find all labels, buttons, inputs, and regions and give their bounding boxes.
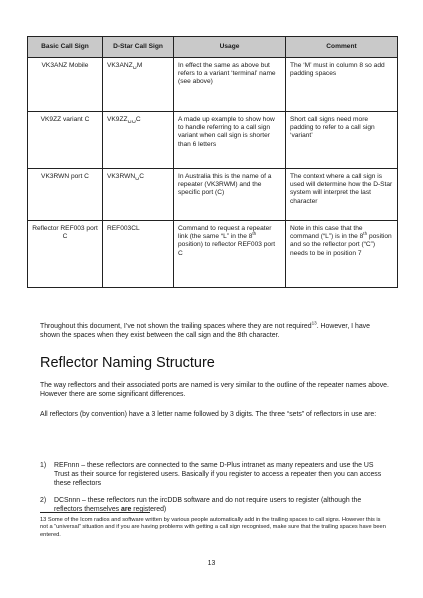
comment-text: position and so the reflector port (“C”) needs to be in position 7 [290, 233, 392, 257]
cell-basic: VK3ANZ Mobile [28, 58, 103, 112]
cell-dstar: VK3ANZ␣M [103, 58, 174, 112]
cell-usage [174, 221, 286, 288]
cell-dstar: VK9ZZ␣␣C [103, 112, 174, 169]
call-sign-table [27, 36, 398, 288]
ordinal-suffix: th [363, 231, 368, 237]
list-number: 1) [40, 462, 47, 469]
list-item-text: REFnnn – these reflectors are connected to the same D-Plus intranet as many repeaters and use the US Trust as their source for registered users. Basically if you register to access a repeater then you can access these reflectors [54, 462, 382, 487]
list-item [40, 461, 385, 488]
footnote-13: 13 Some of the Icom radios and software written by various people automatically add in the trailing spaces to call signs. However this is not a “universal” situation and if you are having problems with getting a call sign recognised, make sure that the trailing spaces have been entered. [40, 517, 386, 538]
table-row [28, 58, 398, 112]
list-item-text: registered) [131, 506, 167, 513]
header-dstar-call-sign: D-Star Call Sign [103, 37, 174, 58]
footnote-ref-link[interactable]: 13 [311, 320, 317, 326]
cell-basic: VK9ZZ variant C [28, 112, 103, 169]
table-row [28, 221, 398, 288]
cell-dstar: VK3RWN␣C [103, 169, 174, 221]
paragraph-trailing-spaces [40, 322, 390, 340]
footnote-divider [40, 512, 150, 513]
section-title: Reflector Naming Structure [40, 355, 215, 371]
comment-text: Note in this case that the command (“L”) is in the 8 [290, 225, 364, 241]
list-item-emphasis: are [121, 506, 132, 513]
ordinal-suffix: th [252, 231, 257, 237]
cell-dstar: REF003CL [103, 221, 174, 288]
paragraph-text: . However, I have shown the spaces when they exist between the call sign and the 8th character. [40, 323, 370, 339]
cell-comment [286, 221, 398, 288]
paragraph-text: Throughout this document, I’ve not shown the trailing spaces where they are not required [40, 323, 312, 330]
table-row [28, 112, 398, 169]
cell-usage: In effect the same as above but refers to a variant ‘terminal’ name (see above) [174, 58, 286, 112]
header-basic-call-sign: Basic Call Sign [28, 37, 103, 58]
usage-text: Command to request a repeater link (the same “L” in the 8 [178, 225, 272, 241]
cell-basic: Reflector REF003 port C [28, 221, 103, 288]
cell-comment: The ‘M’ must in column 8 so add padding spaces [286, 58, 398, 112]
table-header-row [28, 37, 398, 58]
cell-comment: Short call signs need more padding to refer to a call sign ‘variant’ [286, 112, 398, 169]
cell-usage: In Australia this is the name of a repeater (VK3RWM) and the specific port (C) [174, 169, 286, 221]
header-usage: Usage [174, 37, 286, 58]
paragraph-reflector-sets: All reflectors (by convention) have a 3 letter name followed by 3 digits. The three “sets” of reflectors in use are: [40, 411, 377, 418]
list-item-text: DCSnnn – these reflectors run the ircDDB software and do not require users to register (although the reflectors themselves [54, 497, 362, 513]
table-row [28, 169, 398, 221]
cell-basic: VK3RWN port C [28, 169, 103, 221]
list-number: 2) [40, 497, 47, 504]
header-comment: Comment [286, 37, 398, 58]
cell-comment: The context where a call sign is used will determine how the D-Star system will interpret the last character [286, 169, 398, 221]
usage-text: position) to reflector REF003 port C [178, 241, 276, 257]
page-number: 13 [207, 560, 216, 567]
cell-usage: A made up example to show how to handle referring to a call sign variant when call sign is shorter than 6 letters [174, 112, 286, 169]
paragraph-reflector-intro: The way reflectors and their associated ports are named is very similar to the outline of the repeater names above. However there are some significant differences. [40, 382, 389, 398]
